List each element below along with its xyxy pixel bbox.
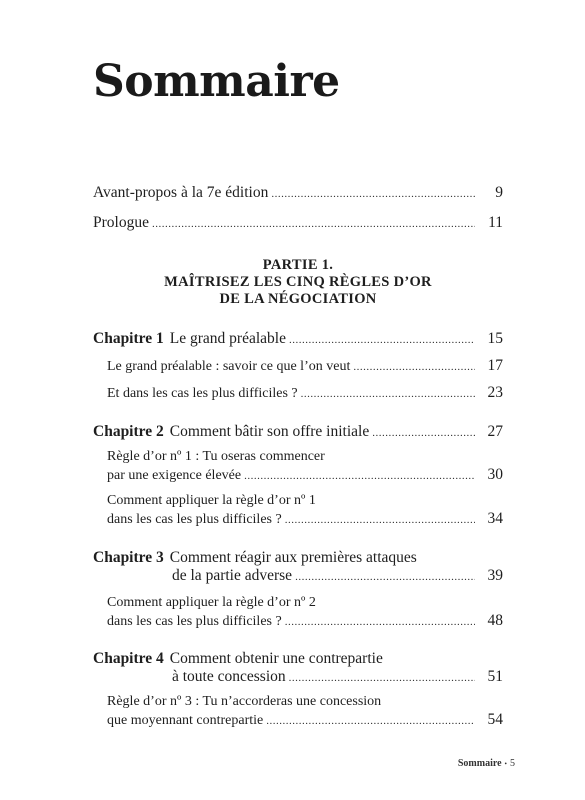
page-number: 23 xyxy=(487,384,503,401)
toc-subentry[interactable] xyxy=(107,693,503,730)
toc-chapter-2[interactable] xyxy=(93,423,503,442)
toc-subentry[interactable] xyxy=(107,357,503,376)
dot-leader xyxy=(285,511,475,529)
chapter-title-line-2: de la partie adverse xyxy=(172,567,293,584)
entry-text: Avant-propos à la 7e édition xyxy=(93,184,269,201)
dot-leader xyxy=(295,568,475,586)
toc-chapter-3[interactable] xyxy=(93,549,503,586)
toc-chapter-1[interactable] xyxy=(93,330,503,349)
page-number: 9 xyxy=(495,184,503,201)
dot-leader xyxy=(244,467,475,485)
entry-text: Et dans les cas les plus difficiles ? xyxy=(107,386,298,401)
entry-text-line-2: dans les cas les plus difficiles ? xyxy=(107,614,282,629)
part-heading-line-1: PARTIE 1. xyxy=(262,257,334,273)
page-title: Sommaire xyxy=(93,56,340,107)
footer-separator: • xyxy=(504,760,507,768)
chapter-title-line-1 xyxy=(93,650,503,668)
dot-leader xyxy=(353,358,475,376)
dot-leader xyxy=(301,385,475,403)
chapter-title: Comment obtenir une contrepartie xyxy=(169,650,383,667)
toc-chapter-4[interactable] xyxy=(93,650,503,687)
part-heading-line-2: MAÎTRISEZ LES CINQ RÈGLES D’OR xyxy=(164,274,432,290)
footer-page-number: 5 xyxy=(510,758,515,769)
chapter-label: Chapitre 1 xyxy=(93,330,164,347)
chapter-title-line-1 xyxy=(93,549,503,567)
toc-subentry[interactable] xyxy=(107,594,503,631)
dot-leader xyxy=(372,424,475,442)
dot-leader xyxy=(289,331,475,349)
entry-text-line-1: Comment appliquer la règle d’or nº 2 xyxy=(107,595,316,610)
dot-leader xyxy=(152,215,475,233)
entry-text-line-1: Comment appliquer la règle d’or nº 1 xyxy=(107,493,316,508)
toc-entry-prologue[interactable] xyxy=(93,214,503,233)
entry-text-line-2: dans les cas les plus difficiles ? xyxy=(107,512,282,527)
page-number: 15 xyxy=(487,330,503,347)
dot-leader xyxy=(285,613,475,631)
chapter-label: Chapitre 2 xyxy=(93,423,164,440)
chapter-title-line-2: à toute concession xyxy=(172,668,286,685)
chapter-label: Chapitre 4 xyxy=(93,650,164,667)
toc-subentry[interactable] xyxy=(107,448,503,485)
entry-text-line-1: Règle d’or nº 1 : Tu oseras commencer xyxy=(107,449,325,464)
part-heading-line-3: DE LA NÉGOCIATION xyxy=(219,291,377,307)
toc-entry-avant-propos[interactable] xyxy=(93,184,503,203)
chapter-title: Comment bâtir son offre initiale xyxy=(169,423,370,440)
page-number: 51 xyxy=(487,668,503,685)
page-number: 17 xyxy=(487,357,503,374)
entry-text: Prologue xyxy=(93,214,149,231)
part-heading xyxy=(93,257,503,308)
page-number: 54 xyxy=(487,711,503,728)
page-footer xyxy=(458,758,515,769)
dot-leader xyxy=(266,712,475,730)
entry-text-line-2: que moyennant contrepartie xyxy=(107,713,264,728)
toc-subentry[interactable] xyxy=(107,384,503,403)
chapter-title: Le grand préalable xyxy=(169,330,286,347)
dot-leader xyxy=(289,669,475,687)
page-number: 34 xyxy=(487,510,503,527)
chapter-title: Comment réagir aux premières attaques xyxy=(169,549,417,566)
footer-title: Sommaire xyxy=(457,758,502,769)
page-number: 39 xyxy=(487,567,503,584)
page-number: 30 xyxy=(487,466,503,483)
page-number: 11 xyxy=(488,214,503,231)
dot-leader xyxy=(271,185,475,203)
entry-text-line-2: par une exigence élevée xyxy=(107,468,242,483)
entry-text-line-1: Règle d’or nº 3 : Tu n’accorderas une concession xyxy=(107,694,382,709)
page-number: 48 xyxy=(487,612,503,629)
toc-subentry[interactable] xyxy=(107,492,503,529)
entry-text: Le grand préalable : savoir ce que l’on veut xyxy=(107,359,351,374)
chapter-label: Chapitre 3 xyxy=(93,549,164,566)
page-number: 27 xyxy=(487,423,503,440)
